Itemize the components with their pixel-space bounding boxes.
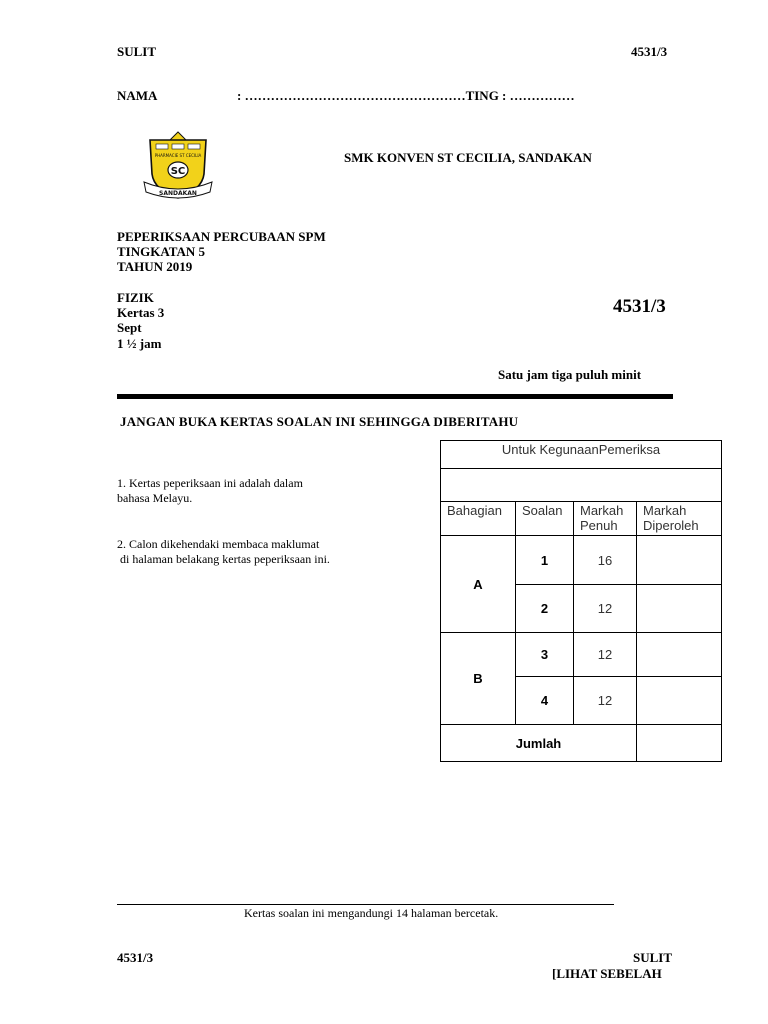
instruction-1-line-2: bahasa Melayu. <box>117 491 193 505</box>
exam-title: PEPERIKSAAN PERCUBAAN SPM <box>117 229 326 244</box>
header-paper-code: 4531/3 <box>631 44 668 59</box>
header-classification: SULIT <box>117 44 157 59</box>
subject-code-large: 4531/3 <box>613 296 666 317</box>
full-marks-4-cell: 12 <box>574 677 637 725</box>
question-3-cell: 3 <box>516 633 574 677</box>
table-title: Untuk KegunaanPemeriksa <box>441 441 722 469</box>
full-marks-1-cell: 16 <box>574 536 637 585</box>
instruction-1-line-1: 1. Kertas peperiksaan ini adalah dalam <box>117 476 303 490</box>
crest-initials-text: SC <box>170 166 186 177</box>
section-a-cell: A <box>441 536 516 633</box>
school-crest-logo <box>140 130 216 206</box>
col-header-markah-diperoleh: Markah Diperoleh <box>637 502 722 536</box>
subject-paper: Kertas 3 <box>117 305 165 320</box>
thick-divider <box>117 394 673 399</box>
school-name: SMK KONVEN ST CECILIA, SANDAKAN <box>344 150 592 165</box>
footer-paper-code: 4531/3 <box>117 950 154 965</box>
subject-month: Sept <box>117 320 142 335</box>
instruction-2 <box>117 537 330 567</box>
col-header-soalan: Soalan <box>516 502 574 536</box>
total-label-cell: Jumlah <box>441 725 637 762</box>
subject-name: FIZIK <box>117 290 154 305</box>
question-2-cell: 2 <box>516 585 574 633</box>
full-marks-2-cell: 12 <box>574 585 637 633</box>
examiner-marks-table <box>440 440 722 762</box>
section-b-cell: B <box>441 633 516 725</box>
duration-words: Satu jam tiga puluh minit <box>498 367 642 382</box>
obtained-marks-2-cell[interactable] <box>637 585 722 633</box>
name-ting-fill-line: : ……………………………………………TING : …………… <box>237 88 575 103</box>
instruction-2-line-2: di halaman belakang kertas peperiksaan ini. <box>117 552 330 566</box>
col-header-markah-penuh: Markah Penuh <box>574 502 637 536</box>
table-blank-row <box>441 469 722 502</box>
subject-duration: 1 ½ jam <box>117 336 162 351</box>
full-marks-3-cell: 12 <box>574 633 637 677</box>
question-1-cell: 1 <box>516 536 574 585</box>
crest-motto-text: PHARMACIE ST CECILIA <box>154 153 202 158</box>
name-label: NAMA <box>117 88 158 103</box>
crest-banner-text: SANDAKAN <box>159 190 197 197</box>
instruction-2-line-1: 2. Calon dikehendaki membaca maklumat <box>117 537 320 551</box>
obtained-marks-1-cell[interactable] <box>637 536 722 585</box>
footer-turn-over: [LIHAT SEBELAH <box>552 966 662 981</box>
exam-year: TAHUN 2019 <box>117 259 193 274</box>
col-header-bahagian: Bahagian <box>441 502 516 536</box>
warning-text: JANGAN BUKA KERTAS SOALAN INI SEHINGGA DIBERITAHU <box>120 414 519 429</box>
footer-classification: SULIT <box>633 950 673 965</box>
obtained-marks-4-cell[interactable] <box>637 677 722 725</box>
page-count-note: Kertas soalan ini mengandungi 14 halaman bercetak. <box>244 906 499 920</box>
exam-form: TINGKATAN 5 <box>117 244 205 259</box>
footer-rule <box>117 904 614 905</box>
obtained-marks-3-cell[interactable] <box>637 633 722 677</box>
question-4-cell: 4 <box>516 677 574 725</box>
instruction-1 <box>117 476 303 506</box>
total-marks-cell[interactable] <box>637 725 722 762</box>
